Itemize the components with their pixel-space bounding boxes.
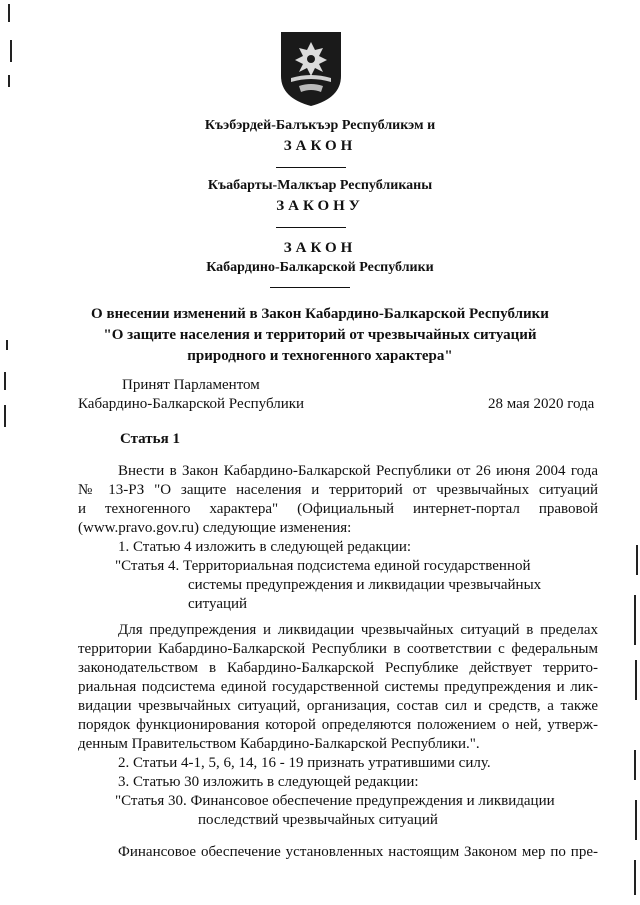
paragraph-line: законодательством в Кабардино-Балкарской Республике действует террито- [78, 660, 598, 676]
paragraph-line: № 13-РЗ "О защите населения и территорий от чрезвычайных ситуаций [78, 482, 598, 498]
quote-article-4-line: системы предупреждения и ликвидации чрезвычайных [188, 577, 542, 593]
paragraph-line: Финансовое обеспечение установленных настоящим Законом мер по пре- [118, 844, 598, 860]
scan-mark [10, 40, 12, 62]
adopted-by: Кабардино-Балкарской Республики [78, 396, 305, 412]
paragraph-line: Для предупреждения и ликвидации чрезвычайных ситуаций в пределах [118, 622, 598, 638]
paragraph-line: видации чрезвычайных ситуаций, организация, состав сил и средств, а также [78, 698, 598, 714]
paragraph-line: Внести в Закон Кабардино-Балкарской Республики от 26 июня 2004 года [118, 463, 598, 479]
paragraph-line: территории Кабардино-Балкарской Республики в соответствии с федеральным [78, 641, 598, 657]
scan-mark [636, 545, 638, 575]
paragraph-line: риальная подсистема единой государственной системы предупреждения и лик- [78, 679, 598, 695]
law-title [60, 304, 580, 367]
scan-mark [634, 750, 636, 780]
paragraph-1 [78, 462, 598, 538]
paragraph-line: и техногенного характера" (Официальный интернет-портал правовой [78, 501, 598, 517]
scan-mark [635, 800, 637, 840]
article-heading: Статья 1 [120, 431, 180, 447]
header-law-balkar: ЗАКОНУ [276, 198, 364, 214]
divider [276, 227, 346, 228]
paragraph-3 [78, 843, 598, 862]
list-item-3: 3. Статью 30 изложить в следующей редакции: [118, 774, 419, 790]
quote-article-30-line: последствий чрезвычайных ситуаций [198, 812, 438, 828]
coat-of-arms-icon [277, 28, 345, 108]
paragraph-line: порядок функционирования которой определяются положением о ней, утверж- [78, 717, 598, 733]
scan-mark [4, 372, 6, 390]
divider [270, 287, 350, 288]
law-title-line: природного и техногенного характера" [187, 348, 453, 364]
list-item-2: 2. Статьи 4-1, 5, 6, 14, 16 - 19 признать утратившими силу. [118, 755, 491, 771]
scan-mark [4, 405, 6, 427]
law-title-line: "О защите населения и территорий от чрезвычайных ситуаций [103, 327, 537, 343]
quote-article-4-line: "Статья 4. Территориальная подсистема единой государственной [115, 558, 531, 574]
adopted-date: 28 мая 2020 года [488, 396, 595, 412]
scan-mark [8, 4, 10, 22]
divider [276, 167, 346, 168]
scan-mark [634, 860, 636, 895]
header-law-russian: ЗАКОН [283, 240, 357, 256]
scan-mark [6, 340, 8, 350]
paragraph-line: (www.pravo.gov.ru) следующие изменения: [78, 520, 352, 536]
header-republic-russian: Кабардино-Балкарской Республики [206, 260, 434, 275]
scan-mark [634, 595, 636, 645]
paragraph-line: денным Правительством Кабардино-Балкарской Республики.". [78, 736, 480, 752]
header-republic-kabardian: Къэбэрдей-Балъкъэр Республикэм и [204, 118, 436, 133]
quote-article-30-line: "Статья 30. Финансовое обеспечение предупреждения и ликвидации [115, 793, 555, 809]
quote-article-4-line: ситуаций [188, 596, 248, 612]
header-republic-balkar: Къабарты-Малкъар Республиканы [207, 178, 433, 193]
header-law-kabardian: ЗАКОН [283, 138, 357, 154]
scan-mark [635, 660, 637, 700]
paragraph-2 [78, 621, 598, 754]
adopted-label: Принят Парламентом [122, 377, 260, 393]
scan-mark [8, 75, 10, 87]
list-item-1: 1. Статью 4 изложить в следующей редакции: [118, 539, 412, 555]
law-title-line: О внесении изменений в Закон Кабардино-Балкарской Республики [91, 306, 549, 322]
